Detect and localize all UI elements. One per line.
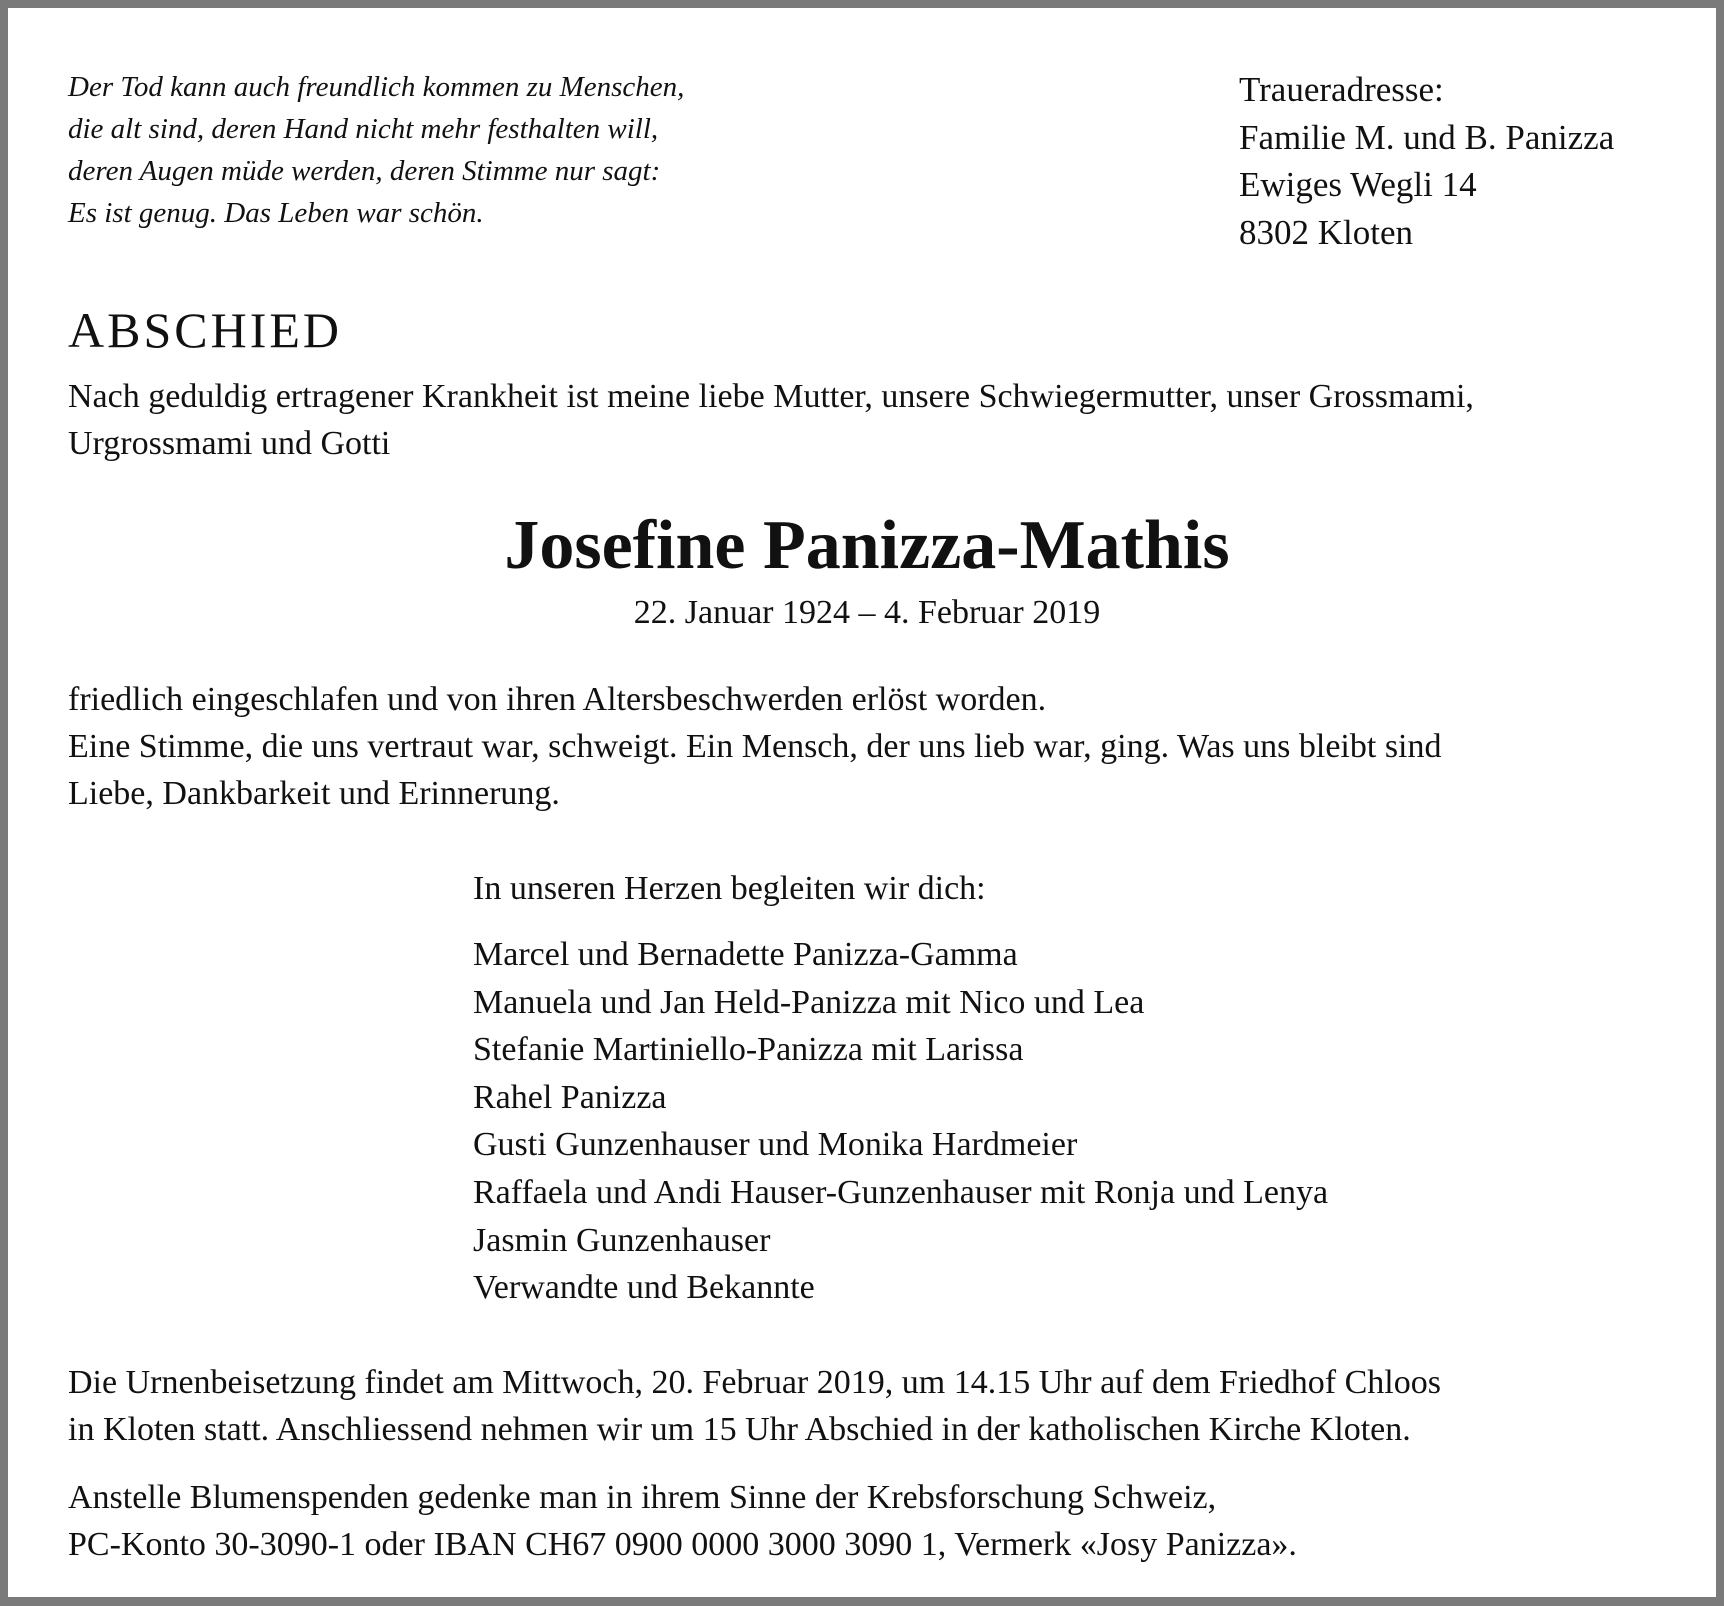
mourner-item: Raffaela und Andi Hauser-Gunzenhauser mit Ronja und Lenya bbox=[473, 1173, 1329, 1211]
quote-poem bbox=[68, 66, 684, 234]
mourning-address bbox=[1239, 66, 1614, 256]
mourner-item: Verwandte und Bekannte bbox=[473, 1269, 815, 1307]
main-paragraph bbox=[68, 676, 1442, 817]
text-line: Urgrossmami und Gotti bbox=[68, 425, 391, 462]
quote-line: deren Augen müde werden, deren Stimme nur sagt: bbox=[68, 155, 661, 187]
text-line: Eine Stimme, die uns vertraut war, schweigt. Ein Mensch, der uns lieb war, ging. Was uns bleibt sind bbox=[68, 728, 1442, 765]
text-line: in Kloten statt. Anschliessend nehmen wir um 15 Uhr Abschied in der katholischen Kirche Kloten. bbox=[68, 1411, 1411, 1448]
text-line: Anstelle Blumenspenden gedenke man in ihrem Sinne der Krebsforschung Schweiz, bbox=[68, 1479, 1217, 1516]
intro-paragraph bbox=[68, 373, 1474, 467]
text-line: Nach geduldig ertragener Krankheit ist meine liebe Mutter, unsere Schwiegermutter, unser Grossmami, bbox=[68, 378, 1474, 415]
life-dates: 22. Januar 1924 – 4. Februar 2019 bbox=[633, 594, 1101, 631]
address-line: Familie M. und B. Panizza bbox=[1239, 117, 1615, 157]
quote-line: Der Tod kann auch freundlich kommen zu Menschen, bbox=[68, 71, 685, 103]
mourner-item: Marcel und Bernadette Panizza-Gamma bbox=[473, 936, 1018, 973]
quote-line: Es ist genug. Das Leben war schön. bbox=[68, 197, 484, 229]
mourner-item: Stefanie Martiniello-Panizza mit Larissa bbox=[473, 1031, 1024, 1069]
mourner-item: Manuela und Jan Held-Panizza mit Nico und Lea bbox=[473, 983, 1145, 1021]
mourner-item: Rahel Panizza bbox=[473, 1078, 667, 1116]
mourner-item: Jasmin Gunzenhauser bbox=[473, 1221, 771, 1259]
donation-info bbox=[68, 1474, 1297, 1568]
obituary-page bbox=[8, 8, 1716, 1597]
heading-abschied: ABSCHIED bbox=[68, 302, 343, 358]
quote-line: die alt sind, deren Hand nicht mehr festhalten will, bbox=[68, 113, 659, 145]
address-line: 8302 Kloten bbox=[1239, 212, 1414, 252]
mourners-heading: In unseren Herzen begleiten wir dich: bbox=[473, 870, 986, 907]
text-line: Liebe, Dankbarkeit und Erinnerung. bbox=[68, 775, 560, 812]
text-line: friedlich eingeschlafen und von ihren Altersbeschwerden erlöst worden. bbox=[68, 681, 1047, 718]
text-line: Die Urnenbeisetzung findet am Mittwoch, 20. Februar 2019, um 14.15 Uhr auf dem Friedhof Chloos bbox=[68, 1364, 1441, 1401]
deceased-name: Josefine Panizza-Mathis bbox=[504, 507, 1230, 584]
burial-info bbox=[68, 1359, 1441, 1453]
text-line: PC-Konto 30-3090-1 oder IBAN CH67 0900 0000 3000 3090 1, Vermerk «Josy Panizza». bbox=[68, 1526, 1297, 1563]
address-line: Traueradresse: bbox=[1239, 70, 1444, 109]
mourners-list bbox=[473, 931, 1328, 1312]
address-line: Ewiges Wegli 14 bbox=[1239, 165, 1477, 204]
mourner-item: Gusti Gunzenhauser und Monika Hardmeier bbox=[473, 1126, 1078, 1164]
